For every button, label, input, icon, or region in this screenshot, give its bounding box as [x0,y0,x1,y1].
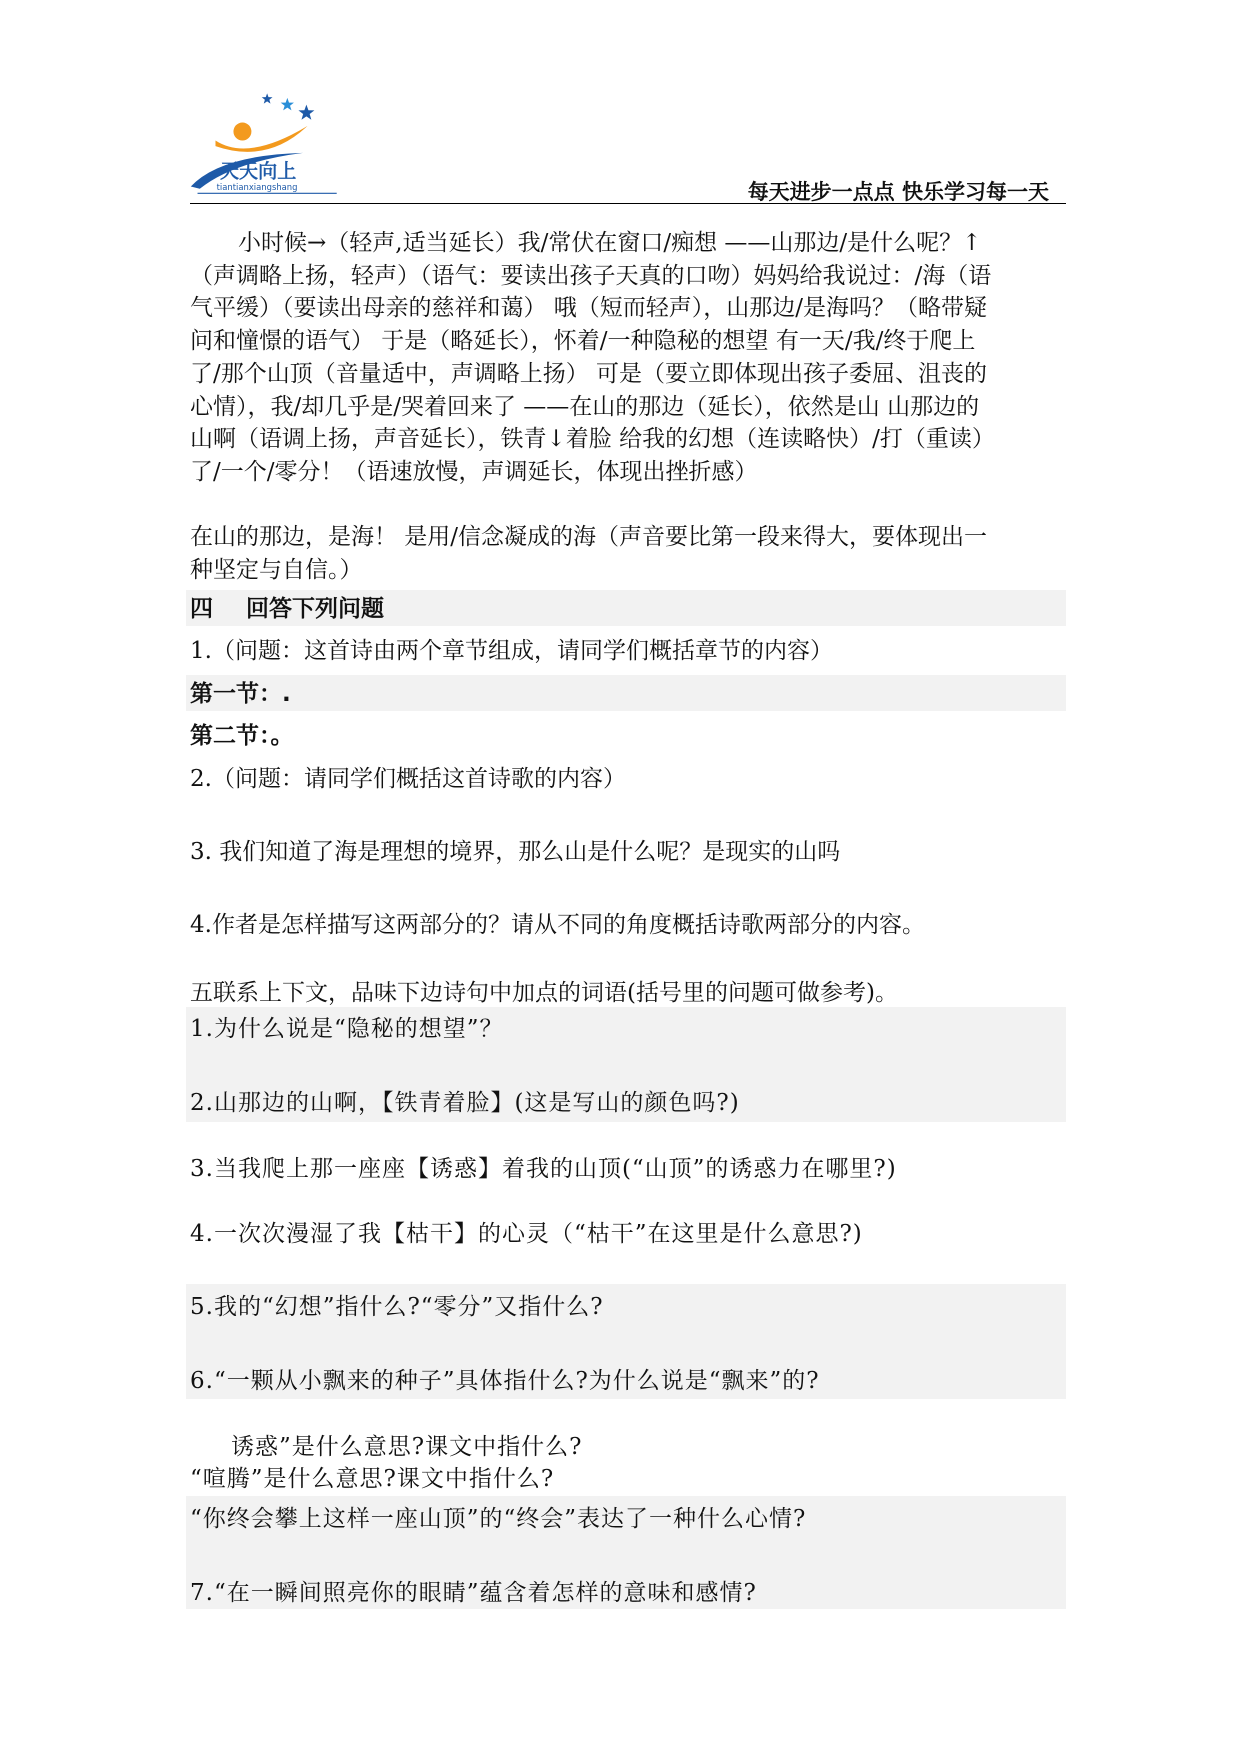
section5-item: 5.我的“幻想”指什么?“零分”又指什么? [190,1294,604,1320]
tiantianxiangshang-logo [186,90,346,200]
section4-heading [190,595,384,623]
reading-guide-line: 在山的那边，是海！ 是用/信念凝成的海（声音要比第一段来得大，要体现出一 [190,524,988,550]
question-1: 1.（问题：这首诗由两个章节组成，请同学们概括章节的内容） [190,638,833,664]
question-4: 4.作者是怎样描写这两部分的？请从不同的角度概括诗歌两部分的内容。 [190,912,925,938]
reading-guide-line: 种坚定与自信。） [190,557,363,583]
highlight-band [186,675,1066,711]
reading-guide-line: 小时候→（轻声,适当延长）我/常伏在窗口/痴想 ——山那边/是什么呢？↑ [238,230,982,256]
reading-guide-line: 山啊（语调上扬，声音延长），铁青↓着脸 给我的幻想（连读略快）/打（重读） [190,426,995,452]
section5-item: 4.一次次漫湿了我【枯干】的心灵（“枯干”在这里是什么意思?) [190,1221,863,1247]
reading-guide-line: 了/一个/零分！（语速放慢，声调延长，体现出挫折感） [190,459,758,485]
logo-subtext: tiantianxiangshang [216,181,298,192]
section5-item: “你终会攀上这样一座山顶”的“终会”表达了一种什么心情? [190,1506,807,1532]
answer-part-2: 第二节：。 [190,723,294,749]
header-rule [190,203,1066,204]
reading-guide-line: 心情），我/却几乎是/哭着回来了 ——在山的那边（延长），依然是山 山那边的 [190,394,980,420]
reading-guide-line: 气平缓）（要读出母亲的慈祥和蔼） 哦（短而轻声），山那边/是海吗？（略带疑 [190,295,988,321]
section5-item: 7.“在一瞬间照亮你的眼睛”蕴含着怎样的意味和感情? [190,1580,757,1606]
star-icon [262,93,273,103]
logo-text: 天天向上 [219,160,297,183]
section4-number: 四 [190,596,213,622]
star-icon [298,105,314,120]
section5-item: 6.“一颗从小飘来的种子”具体指什么?为什么说是“飘来”的? [190,1368,820,1394]
section5-item: 诱惑”是什么意思?课文中指什么? [231,1434,583,1460]
section5-item: 3.当我爬上那一座座【诱惑】着我的山顶(“山顶”的诱惑力在哪里?) [190,1156,897,1182]
figure-head-icon [233,123,251,141]
header-slogan: 每天进步一点点 快乐学习每一天 [747,180,1049,204]
section4-title: 回答下列问题 [246,596,384,622]
star-icon [281,98,294,111]
figure-swoosh-icon [215,126,307,152]
question-2: 2.（问题：请同学们概括这首诗歌的内容） [190,766,626,792]
section5-item: “喧腾”是什么意思?课文中指什么? [190,1466,555,1492]
reading-guide-line: 了/那个山顶（音量适中，声调略上扬） 可是（要立即体现出孩子委屈、沮丧的 [190,361,988,387]
reading-guide-line: 问和憧憬的语气） 于是（略延长），怀着/一种隐秘的想望 有一天/我/终于爬上 [190,328,976,354]
reading-guide-line: （声调略上扬，轻声）（语气：要读出孩子天真的口吻）妈妈给我说过：/海（语 [190,263,992,289]
answer-part-1: 第一节：. [190,681,291,707]
section5-intro: 五联系上下文，品味下边诗句中加点的词语(括号里的问题可做参考)。 [190,980,898,1006]
section5-item: 2.山那边的山啊，【铁青着脸】(这是写山的颜色吗?) [190,1090,740,1116]
section5-item: 1.为什么说是“隐秘的想望”？ [190,1016,504,1042]
question-3: 3. 我们知道了海是理想的境界，那么山是什么呢？是现实的山吗 [190,839,841,865]
